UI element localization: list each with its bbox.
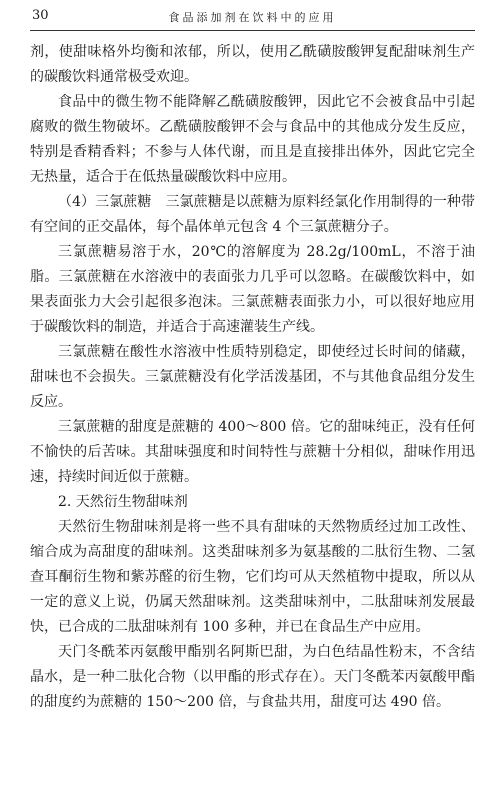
paragraph: 食品中的微生物不能降解乙酰磺胺酸钾，因此它不会被食品中引起腐败的微生物破坏。乙酰磺胺酸钾不会与食品中的其他成分发生反应，特别是香精香料；不参与人体代谢，而且是直接排出体外，因此它完全无热量，适合于在低热量碳酸饮料中应用。 (30, 94, 475, 185)
section-heading: 2. 天然衍生物甜味剂 (58, 494, 188, 510)
paragraph-continuation: 剂，使甜味格外均衡和浓郁，所以，使用乙酰磺胺酸钾复配甜味剂生产的碳酸饮料通常极受欢迎。 (30, 44, 475, 85)
paragraph: 天门冬酰苯丙氨酸甲酯别名阿斯巴甜，为白色结晶性粉末，不含结晶水，是一种二肽化合物（以甲酯的形式存在）。天门冬酰苯丙氨酸甲酯的甜度约为蔗糖的 150～200 倍，与食盐共用，甜度可达 490 倍。 (30, 644, 475, 710)
running-title: 食品添加剂在饮料中的应用 (168, 11, 337, 24)
page-body (30, 40, 475, 715)
paragraph: 三氯蔗糖的甜度是蔗糖的 400～800 倍。它的甜味纯正，没有任何不愉快的后苦味。其甜味强度和时间特性与蔗糖十分相似，甜味作用迅速，持续时间近似于蔗糖。 (30, 419, 475, 485)
page-number: 30 (32, 8, 49, 23)
paragraph: 三氯蔗糖易溶于水，20℃的溶解度为 28.2g/100mL，不溶于油脂。三氯蔗糖在水溶液中的表面张力几乎可以忽略。在碳酸饮料中，如果表面张力大会引起很多泡沫。三氯蔗糖表面张力小，可以很好地应用于碳酸饮料的制造，并适合于高速灌装生产线。 (30, 244, 475, 335)
paragraph: 三氯蔗糖在酸性水溶液中性质特别稳定，即使经过长时间的储藏，甜味也不会损失。三氯蔗糖没有化学活泼基团，不与其他食品组分发生反应。 (30, 344, 475, 410)
paragraph: 天然衍生物甜味剂是将一些不具有甜味的天然物质经过加工改性、缩合成为高甜度的甜味剂。这类甜味剂多为氨基酸的二肽衍生物、二氢查耳酮衍生物和紫苏醛的衍生物，它们均可从天然植物中提取，所以从一定的意义上说，仍属天然甜味剂。这类甜味剂中，二肽甜味剂发展最快，已合成的二肽甜味剂有 100 多种，并已在食品生产中应用。 (30, 519, 475, 635)
page-header (30, 4, 475, 31)
paragraph-sucralose-intro: （4）三氯蔗糖 三氯蔗糖是以蔗糖为原料经氯化作用制得的一种带有空间的正交晶体，每个晶体单元包含 4 个三氯蔗糖分子。 (30, 194, 475, 235)
